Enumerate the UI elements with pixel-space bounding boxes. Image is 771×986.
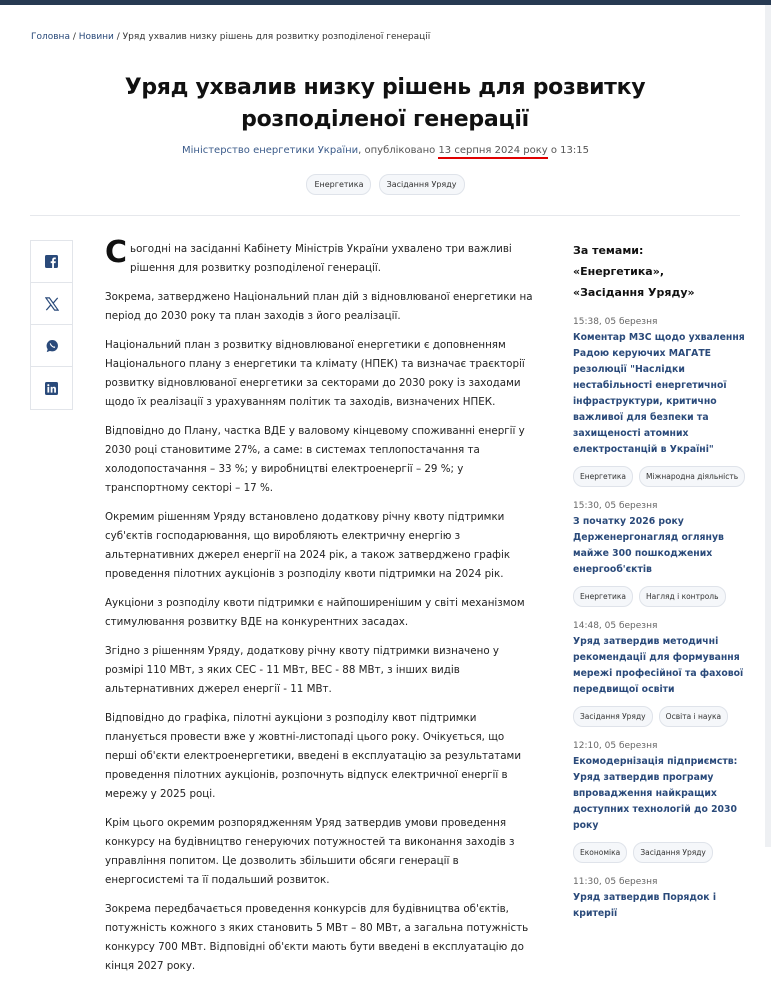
news-time: 15:38, 05 березня <box>573 317 658 327</box>
lead-paragraph <box>105 235 533 278</box>
facebook-icon <box>45 255 58 268</box>
divider <box>30 215 740 216</box>
whatsapp-icon <box>45 339 59 353</box>
linkedin-share-button[interactable] <box>31 367 72 409</box>
top-bar <box>0 0 771 5</box>
paragraph: Зокрема, затверджено Національний план дій з відновлюваної енергетики на період до 2030 року та план заходів з його реалізації. <box>105 291 533 322</box>
related-news-sidebar <box>573 240 748 936</box>
tag[interactable]: Освіта і наука <box>659 706 728 727</box>
news-title-link[interactable]: Уряд затвердив Порядок і критерії <box>573 892 717 919</box>
paragraph: Зокрема передбачається проведення конкурсів для будівництва об'єктів, потужність кожного з яких становить 5 МВт – 80 МВт, а загальна потужність конкурсу 700 МВт. Відповідні об'єкти мають бути введені в експлуатацію до кінця 2027 року. <box>105 903 529 972</box>
paragraph: Крім цього окремим розпорядженням Уряд затвердив умови проведення конкурсу на будівництво генеруючих потужностей та виконання заходів з управління попитом. Це дозволить збільшити обсяги генерації в енергосистемі та її подальший розвиток. <box>105 817 515 886</box>
paragraph: Згідно з рішенням Уряду, додаткову річну квоту підтримки визначено у розмірі 110 МВт, з яких СЕС - 11 МВт, ВЕС - 88 МВт, з інших видів альтернативних джерел енергії - 11 МВт. <box>105 645 499 695</box>
paragraph: Відповідно до графіка, пілотні аукціони з розподілу квот підтримки планується провести вже у жовтні-листопаді цього року. Очікується, що перші об'єкти електроенергетики, введені в експлуатацію за результатами проведення пілотних аукціонів, розпочнуть відпуск електричної енергії в мережу у 2025 році. <box>105 712 522 800</box>
drop-cap: С <box>105 235 128 270</box>
news-title-link[interactable]: З початку 2026 року Держенергонагляд оглянув майже 300 пошкоджених енергооб'єктів <box>573 516 724 575</box>
breadcrumb-current: Уряд ухвалив низку рішень для розвитку розподіленої генерації <box>122 32 431 42</box>
x-share-button[interactable] <box>31 283 72 325</box>
author-link[interactable]: Міністерство енергетики України <box>182 145 359 156</box>
news-title-link[interactable]: Коментар МЗС щодо ухвалення Радою керуючих МАГАТЕ резолюції "Наслідки нестабільності енергетичної інфраструктури, критично важливої для безпеки та захищеності атомних електростанцій в Україні" <box>573 332 745 455</box>
news-title-link[interactable]: Екомодернізація підприємств: Уряд затвердив програму впровадження найкращих доступних технологій до 2030 року <box>573 756 738 831</box>
breadcrumb-home[interactable]: Головна <box>31 32 70 42</box>
news-item <box>573 741 748 863</box>
breadcrumb: Головна / Новини / Уряд ухвалив низку рішень для розвитку розподіленої генерації <box>31 32 431 42</box>
heading-line: «Засідання Уряду» <box>573 286 695 299</box>
paragraph: Національний план з розвитку відновлюваної енергетики є доповненням Національного плану з енергетики та клімату (НПЕК) та визначає траєкторії розвитку відновлюваної енергетики за секторами до 2030 року із заходами щодо їх реалізації з урахуванням політик та заходів, визначених НПЕК. <box>105 339 525 408</box>
linkedin-icon <box>45 382 58 395</box>
publish-time: о 13:15 <box>547 145 589 156</box>
news-tags <box>573 840 748 863</box>
publish-date: 13 серпня 2024 року <box>438 145 547 159</box>
news-tags <box>573 704 748 727</box>
news-item <box>573 877 748 922</box>
tag[interactable]: Енергетика <box>306 174 371 195</box>
article-body <box>105 235 533 986</box>
breadcrumb-news[interactable]: Новини <box>78 32 114 42</box>
heading-line: За темами: <box>573 244 644 257</box>
tag[interactable]: Засідання Уряду <box>379 174 465 195</box>
tag[interactable]: Економіка <box>573 842 627 863</box>
heading-line: «Енергетика», <box>573 265 665 278</box>
news-time: 14:48, 05 березня <box>573 621 658 631</box>
paragraph: Аукціони з розподілу квоти підтримки є найпоширенішим у світі механізмом стимулювання розвитку ВДЕ на конкурентних засадах. <box>105 597 525 628</box>
tag[interactable]: Енергетика <box>573 586 633 607</box>
tag[interactable]: Міжнародна діяльність <box>639 466 745 487</box>
facebook-share-button[interactable] <box>31 241 72 283</box>
published-label: , опубліковано <box>358 145 439 156</box>
whatsapp-share-button[interactable] <box>31 325 72 367</box>
news-tags <box>573 464 748 487</box>
news-time: 12:10, 05 березня <box>573 741 658 751</box>
news-item <box>573 501 748 607</box>
news-time: 11:30, 05 березня <box>573 877 658 887</box>
lead-text: ьогодні на засіданні Кабінету Міністрів України ухвалено три важливі рішення для розвитку розподіленої генерації. <box>130 243 512 274</box>
paragraph: Відповідно до Плану, частка ВДЕ у валовому кінцевому споживанні енергії у 2030 році становитиме 27%, а саме: в системах теплопостачання та холодопостачання – 33 %; у виробництві електроенергії – 29 %; у транспортному секторі – 17 %. <box>105 425 525 494</box>
article-meta <box>0 145 771 156</box>
tag[interactable]: Засідання Уряду <box>573 706 653 727</box>
sidebar-heading <box>573 240 748 303</box>
article-tags <box>0 172 771 195</box>
page-title: Уряд ухвалив низку рішень для розвитку розподіленої генерації <box>124 75 646 132</box>
news-time: 15:30, 05 березня <box>573 501 658 511</box>
paragraph: Окремим рішенням Уряду встановлено додаткову річну квоту підтримки суб'єктів господарювання, що виробляють електричну енергію з альтернативних джерел енергії на 2024 рік, а також затверджено графік проведення пілотних аукціонів з розподілу квоти підтримки на 2024 рік. <box>105 511 511 580</box>
news-tags <box>573 584 748 607</box>
scrollbar[interactable] <box>765 5 771 847</box>
news-title-link[interactable]: Уряд затвердив методичні рекомендації для формування мережі професійної та фахової передвищої освіти <box>573 636 744 695</box>
tag[interactable]: Нагляд і контроль <box>639 586 725 607</box>
tag[interactable]: Енергетика <box>573 466 633 487</box>
news-item <box>573 317 748 487</box>
x-icon <box>45 297 59 311</box>
tag[interactable]: Засідання Уряду <box>633 842 713 863</box>
news-item <box>573 621 748 727</box>
share-panel <box>30 240 73 410</box>
